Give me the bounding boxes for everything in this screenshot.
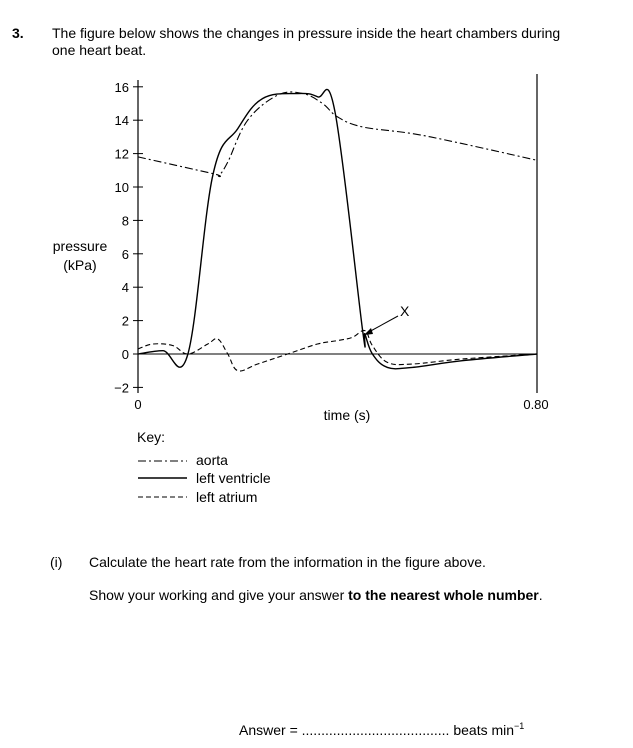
key-left-atrium-label: left atrium [196, 489, 258, 505]
subquestion-text: Calculate the heart rate from the information in the figure above. [89, 554, 486, 570]
x-tick-end: 0.80 [523, 397, 549, 412]
y-tick-label: 6 [121, 246, 129, 262]
annotation-x-label: X [400, 303, 410, 319]
answer-line[interactable] [239, 721, 524, 738]
y-tick-label: 2 [121, 313, 129, 329]
x-tick-start: 0 [134, 397, 142, 412]
aorta-line [138, 92, 537, 177]
question-intro: The figure below shows the changes in pressure inside the heart chambers during one heart beat. [52, 25, 561, 58]
y-ticks [114, 80, 143, 396]
y-tick-label: 12 [114, 146, 129, 162]
instruction-suffix: . [538, 587, 543, 603]
subquestion-instruction [89, 587, 543, 603]
answer-unit: beats min [449, 722, 515, 738]
y-tick-label: 14 [114, 113, 129, 129]
y-label-line1: pressure [52, 238, 108, 254]
y-tick-label: 10 [114, 180, 129, 195]
answer-unit-exponent: −1 [514, 721, 525, 731]
y-tick-label: 8 [121, 213, 129, 229]
left-atrium-line [138, 330, 537, 371]
y-tick-label: 0 [121, 347, 129, 362]
answer-dots[interactable]: ...................................... [301, 722, 450, 738]
y-label-line2: (kPa) [63, 257, 97, 273]
key-aorta-label: aorta [196, 452, 228, 468]
y-tick-label: −2 [114, 380, 129, 396]
y-tick-label: 4 [121, 280, 129, 296]
instruction-prefix: Show your working and give your answer [89, 587, 349, 603]
key-title: Key: [137, 429, 166, 445]
instruction-bold: to the nearest whole number [348, 587, 539, 603]
subquestion-label: (i) [50, 554, 63, 570]
answer-label: Answer = [239, 722, 302, 738]
left-ventricle-line [138, 89, 537, 368]
y-tick-label: 16 [114, 79, 129, 95]
question-number: 3. [12, 25, 24, 41]
annotation-arrowhead [364, 328, 373, 335]
key-left-ventricle-label: left ventricle [196, 470, 271, 486]
x-axis-label: time (s) [323, 407, 371, 423]
